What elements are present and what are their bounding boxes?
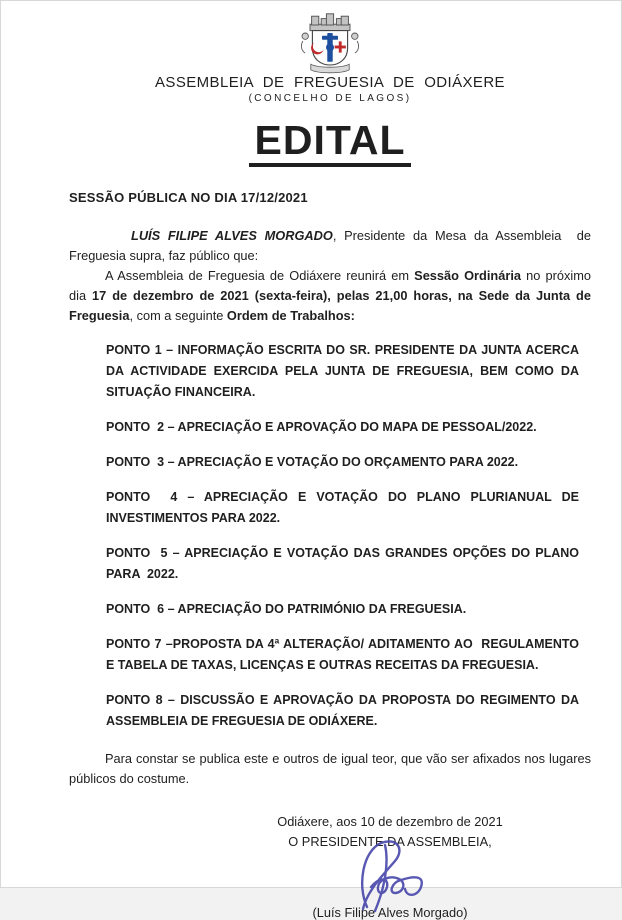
org-name: ASSEMBLEIA DE FREGUESIA DE ODIÁXERE <box>155 74 505 91</box>
meeting-run-0: A Assembleia de Freguesia de Odiáxere reunirá em <box>105 268 415 284</box>
agenda-item-7: PONTO 7 –PROPOSTA DA 4ª ALTERAÇÃO/ ADITAMENTO AO REGULAMENTO E TABELA DE TAXAS, LICENÇAS E OUTRAS RECEITAS DA FREGUESIA. <box>106 637 597 673</box>
president-name: LUÍS FILIPE ALVES MORGADO <box>131 228 333 244</box>
agenda-item-8: PONTO 8 – DISCUSSÃO E APROVAÇÃO DA PROPOSTA DO REGIMENTO DA ASSEMBLEIA DE FREGUESIA DE ODIÁXERE. <box>106 693 583 729</box>
meeting-paragraph <box>69 266 595 326</box>
meeting-run-4: , com a seguinte <box>129 308 227 324</box>
place-date-line: Odiáxere, aos 10 de dezembro de 2021 <box>277 814 503 830</box>
agenda-item-3: PONTO 3 – APRECIAÇÃO E VOTAÇÃO DO ORÇAMENTO PARA 2022. <box>106 455 519 470</box>
document-header <box>69 9 591 104</box>
session-line: SESSÃO PÚBLICA NO DIA 17/12/2021 <box>69 190 308 206</box>
document-title-text: EDITAL <box>249 119 410 167</box>
agenda-item-1: PONTO 1 – INFORMAÇÃO ESCRITA DO SR. PRESIDENTE DA JUNTA ACERCA DA ACTIVIDADE EXERCIDA PELA JUNTA DE FREGUESIA, BEM COMO DA SITUAÇÃO FINANCEIRA. <box>106 343 593 400</box>
agenda-item-6: PONTO 6 – APRECIAÇÃO DO PATRIMÓNIO DA FREGUESIA. <box>106 602 467 617</box>
meeting-agenda-label: Ordem de Trabalhos: <box>226 308 355 324</box>
coat-of-arms-icon <box>290 9 370 73</box>
meeting-datetime-place: 17 de dezembro de 2021 (sexta-feira), pelas 21,00 horas, na Sede da Junta de Freguesia <box>69 288 595 324</box>
handwritten-signature <box>315 835 465 915</box>
document-title <box>69 119 591 167</box>
agenda-item-4: PONTO 4 – APRECIAÇÃO E VOTAÇÃO DO PLANO PLURIANUAL DE INVESTIMENTOS PARA 2022. <box>106 490 583 526</box>
meeting-run-2: no próximo dia <box>69 268 595 304</box>
agenda-item-2: PONTO 2 – APRECIAÇÃO E APROVAÇÃO DO MAPA DE PESSOAL/2022. <box>106 420 537 435</box>
closing-paragraph: Para constar se publica este e outros de igual teor, que vão ser afixados nos lugares públicos do costume. <box>69 751 595 787</box>
intro-paragraph <box>69 226 595 266</box>
agenda-list <box>106 340 597 732</box>
president-title-line: O PRESIDENTE DA ASSEMBLEIA, <box>288 834 492 850</box>
intro-text: , Presidente da Mesa da Assembleia de Freguesia supra, faz público que: <box>69 228 595 264</box>
signed-name-line: (Luís Filipe Alves Morgado) <box>312 905 468 920</box>
signature-block <box>235 814 545 920</box>
org-subtitle: (CONCELHO DE LAGOS) <box>248 93 412 104</box>
agenda-item-5: PONTO 5 – APRECIAÇÃO E VOTAÇÃO DAS GRANDES OPÇÕES DO PLANO PARA 2022. <box>106 546 583 582</box>
meeting-session-type: Sessão Ordinária <box>414 268 521 284</box>
